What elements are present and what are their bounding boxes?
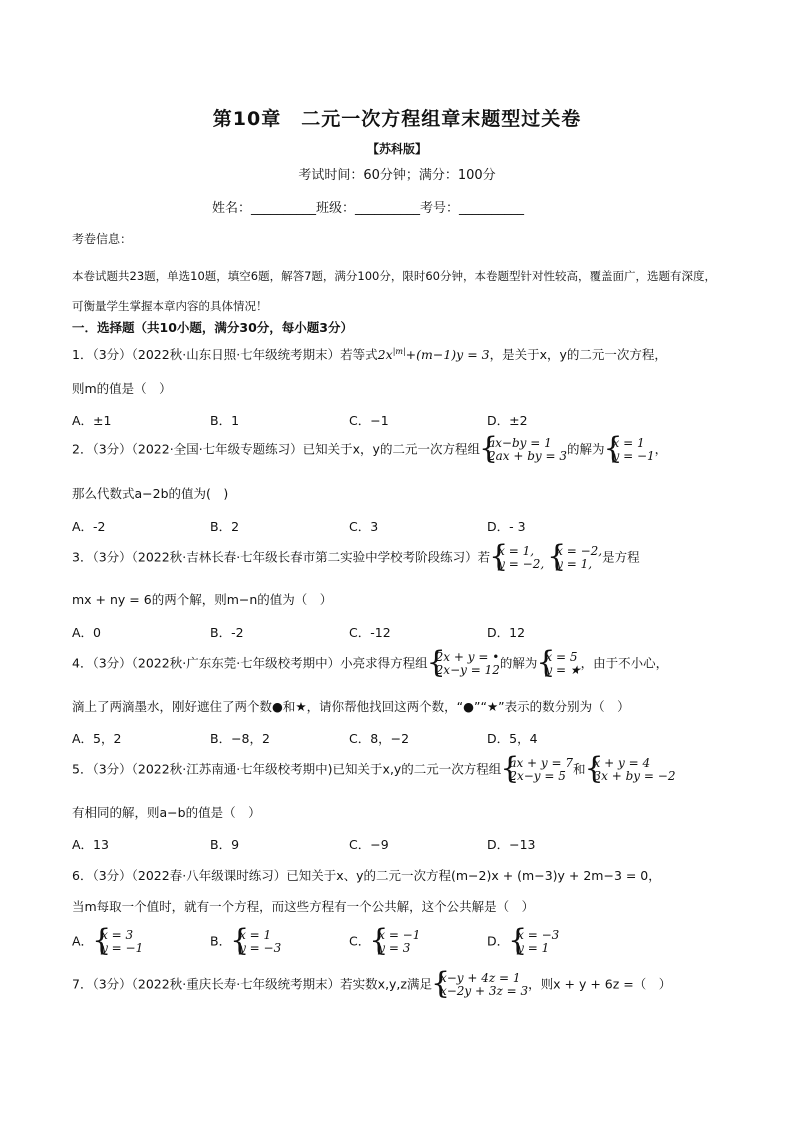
q3-line2: mx + ny = 6的两个解，则m−n的值为（ ） — [72, 592, 333, 607]
q3-option-a[interactable]: A．0 — [72, 625, 102, 640]
q3-solution-1: { x = 1, y = −2, — [490, 545, 544, 571]
info-title: 考卷信息： — [72, 232, 133, 246]
q4-prefix: 4．（3分）（2022秋·广东东莞·七年级校考期中）小亮求得方程组 — [72, 655, 428, 671]
q2-system: { ax−by = 1 2ax + by = 3 — [480, 437, 567, 463]
info-body: 本卷试题共23题，单选10题，填空6题，解答7题，满分100分，限时60分钟，本卷题型针对性较高，覆盖面广，选题有深度，可衡量学生掌握本章内容的具体情况！ — [72, 269, 716, 313]
q3-prefix: 3．（3分）（2022秋·吉林长春·七年级长春市第二实验中学校考阶段练习）若 — [72, 549, 491, 565]
q6-line1: 6．（3分）（2022春·八年级课时练习）已知关于x、y的二元一次方程(m−2)x + (m−3)y + 2m−3 = 0， — [72, 868, 661, 883]
q6-option-c[interactable]: C． { x = −1 y = 3 — [349, 929, 420, 955]
q2-suffix: ， — [654, 441, 668, 457]
q1-expr2: +(m−1)y = 3 — [405, 347, 490, 362]
q2-mid: 的解为 — [567, 441, 605, 457]
q5-option-d[interactable]: D．−13 — [487, 837, 536, 852]
page-title: 第10章 二元一次方程组章末题型过关卷 — [212, 108, 582, 130]
q5-option-b[interactable]: B．9 — [210, 837, 240, 852]
q6-option-b[interactable]: B． { x = 1 y = −3 — [210, 929, 281, 955]
q2-option-c[interactable]: C．3 — [349, 519, 379, 534]
exam-time: 考试时间：60分钟；满分：100分 — [298, 168, 496, 183]
question-7 — [72, 972, 671, 998]
q2-option-d[interactable]: D．- 3 — [487, 519, 526, 534]
q6-line2: 当m每取一个值时，就有一个方程，而这些方程有一个公共解，这个公共解是（ ） — [72, 899, 535, 914]
q2-solution: { x = 1 y = −1 — [605, 437, 655, 463]
q7-system: { x−y + 4z = 1 x−2y + 3z = 3 — [432, 972, 528, 998]
q4-mid: 的解为 — [499, 655, 538, 671]
q4-option-d[interactable]: D．5，4 — [487, 731, 538, 746]
q7-suffix: ，则x + y + 6z =（ ） — [528, 976, 672, 992]
q1-prefix: 1．（3分）（2022秋·山东日照·七年级统考期末）若等式 — [72, 347, 378, 362]
q1-option-b[interactable]: B．1 — [210, 413, 240, 428]
student-info-line: 姓名：__________班级：__________考号：__________ — [212, 201, 525, 216]
question-5 — [72, 757, 675, 783]
q1-option-c[interactable]: C．−1 — [349, 413, 389, 428]
question-2 — [72, 437, 667, 463]
q1-line2: 则m的值是（ ） — [72, 381, 172, 396]
q5-option-c[interactable]: C．−9 — [349, 837, 389, 852]
q4-option-a[interactable]: A．5，2 — [72, 731, 122, 746]
q3-suffix: 是方程 — [602, 549, 640, 565]
q4-option-b[interactable]: B．−8，2 — [210, 731, 270, 746]
q1-expr: 2x — [377, 347, 393, 362]
q4-line2: 滴上了两滴墨水，刚好遮住了两个数●和★，请你帮他找回这两个数，“●”“★”表示的数分别为（ ） — [72, 699, 630, 714]
question-4 — [72, 651, 668, 677]
question-1 — [72, 345, 667, 363]
q5-prefix: 5．（3分）（2022秋·江苏南通·七年级校考期中)已知关于x,y的二元一次方程组 — [72, 761, 502, 777]
q2-line2: 那么代数式a−2b的值为( ) — [72, 486, 229, 501]
q1-suffix: ，是关于x，y的二元一次方程， — [489, 347, 667, 362]
q7-prefix: 7．（3分）（2022秋·重庆长寿·七年级统考期末）若实数x,y,z满足 — [72, 976, 432, 992]
q3-option-b[interactable]: B．-2 — [210, 625, 244, 640]
question-3 — [72, 545, 640, 571]
q1-option-d[interactable]: D．±2 — [487, 413, 528, 428]
q4-option-c[interactable]: C．8，−2 — [349, 731, 410, 746]
q3-solution-2: { x = −2, y = 1, — [548, 545, 602, 571]
q2-option-a[interactable]: A．-2 — [72, 519, 106, 534]
edition-label: 【苏科版】 — [366, 142, 427, 156]
q5-line2: 有相同的解，则a−b的值是（ ） — [72, 805, 261, 820]
q2-option-b[interactable]: B．2 — [210, 519, 240, 534]
q5-system-1: { ax + y = 7 2x−y = 5 — [501, 757, 573, 783]
q3-option-c[interactable]: C．-12 — [349, 625, 391, 640]
q5-option-a[interactable]: A．13 — [72, 837, 109, 852]
q4-solution: { x = 5 y = ★ — [537, 651, 580, 677]
q2-prefix: 2．（3分）（2022·全国·七年级专题练习）已知关于x，y的二元一次方程组 — [72, 441, 480, 457]
q5-system-2: { x + y = 4 3x + by = −2 — [586, 757, 676, 783]
q3-option-d[interactable]: D．12 — [487, 625, 526, 640]
q6-option-d[interactable]: D． { x = −3 y = 1 — [487, 929, 559, 955]
q5-mid: 和 — [573, 761, 586, 777]
q1-option-a[interactable]: A．±1 — [72, 413, 112, 428]
q4-suffix: ，由于不小心， — [580, 655, 669, 671]
q1-sup: |m| — [392, 346, 406, 356]
section-heading: 一．选择题（共10小题，满分30分，每小题3分） — [72, 320, 353, 335]
q4-system: { 2x + y = • 2x−y = 12 — [428, 651, 500, 677]
q6-option-a[interactable]: A． { x = 3 y = −1 — [72, 929, 143, 955]
